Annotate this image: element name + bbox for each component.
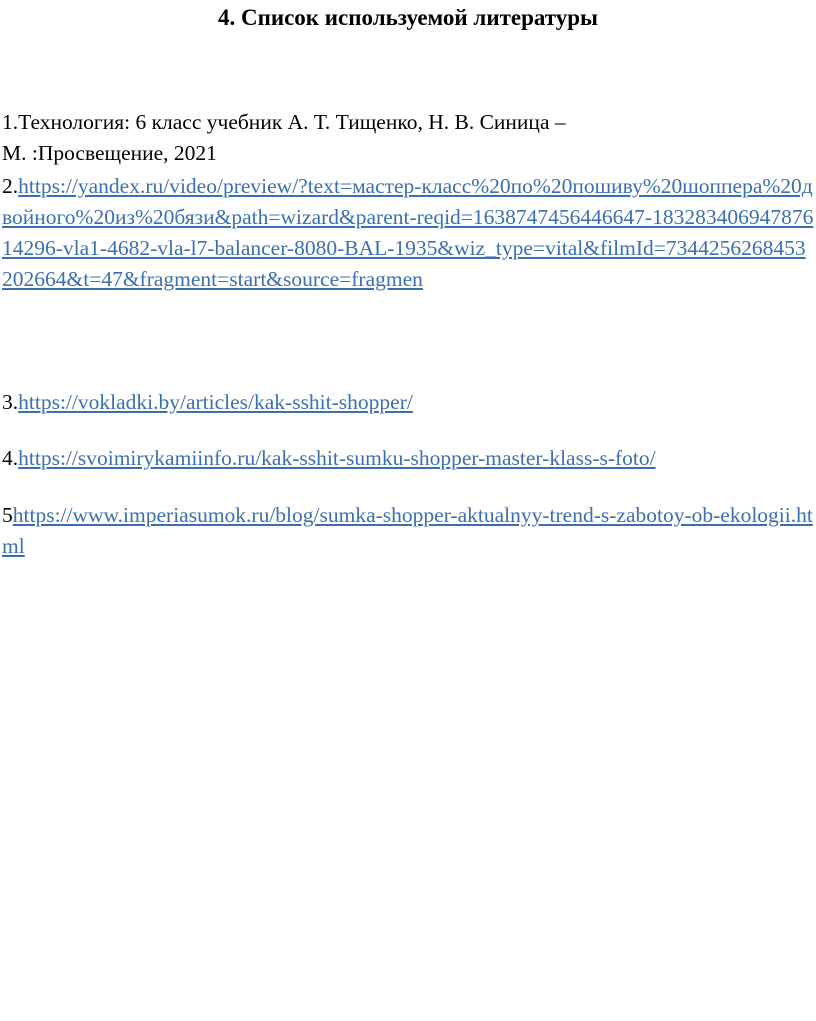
reference-entry-5 [2,500,814,562]
reference-5-number: 5 [2,503,13,527]
reference-2-number: 2. [2,174,19,198]
reference-4-link[interactable]: https://svoimirykamiinfo.ru/kak-sshit-sumku-shopper-master-klass-s-foto/ [18,446,656,470]
reference-4-number: 4. [2,446,19,470]
reference-2-link[interactable]: https://yandex.ru/video/preview/?text=мастер-класс%20по%20пошиву%20шоппера%20двойного%20из%20бязи&path=wizard&parent-reqid=1638747456446647-18328340694787614296-vla1-4682-vla-l7-balancer-8080-BAL-1935&wiz_type=vital&filmId=7344256268453202664&t=47&fragment=start&source=fragmen [2,174,814,291]
reference-entry-3 [2,387,814,418]
reference-3-number: 3. [2,390,19,414]
reference-1-line-1 [2,107,814,138]
reference-1-number: 1. [2,110,19,134]
reference-entry-2 [2,171,814,295]
reference-5-link[interactable]: https://www.imperiasumok.ru/blog/sumka-shopper-aktualnyy-trend-s-zabotoy-ob-ekologii.html [2,503,813,558]
page-title: 4. Список используемой литературы [217,5,599,30]
reference-entry-1 [2,107,814,169]
reference-3-link[interactable]: https://vokladki.by/articles/kak-sshit-shopper/ [18,390,413,414]
reference-1-line-2: М. :Просвещение, 2021 [2,141,217,165]
reference-entry-4 [2,443,814,474]
reference-1-text-line-1: Технология: 6 класс учебник А. Т. Тищенко, Н. В. Синица – [18,110,566,134]
